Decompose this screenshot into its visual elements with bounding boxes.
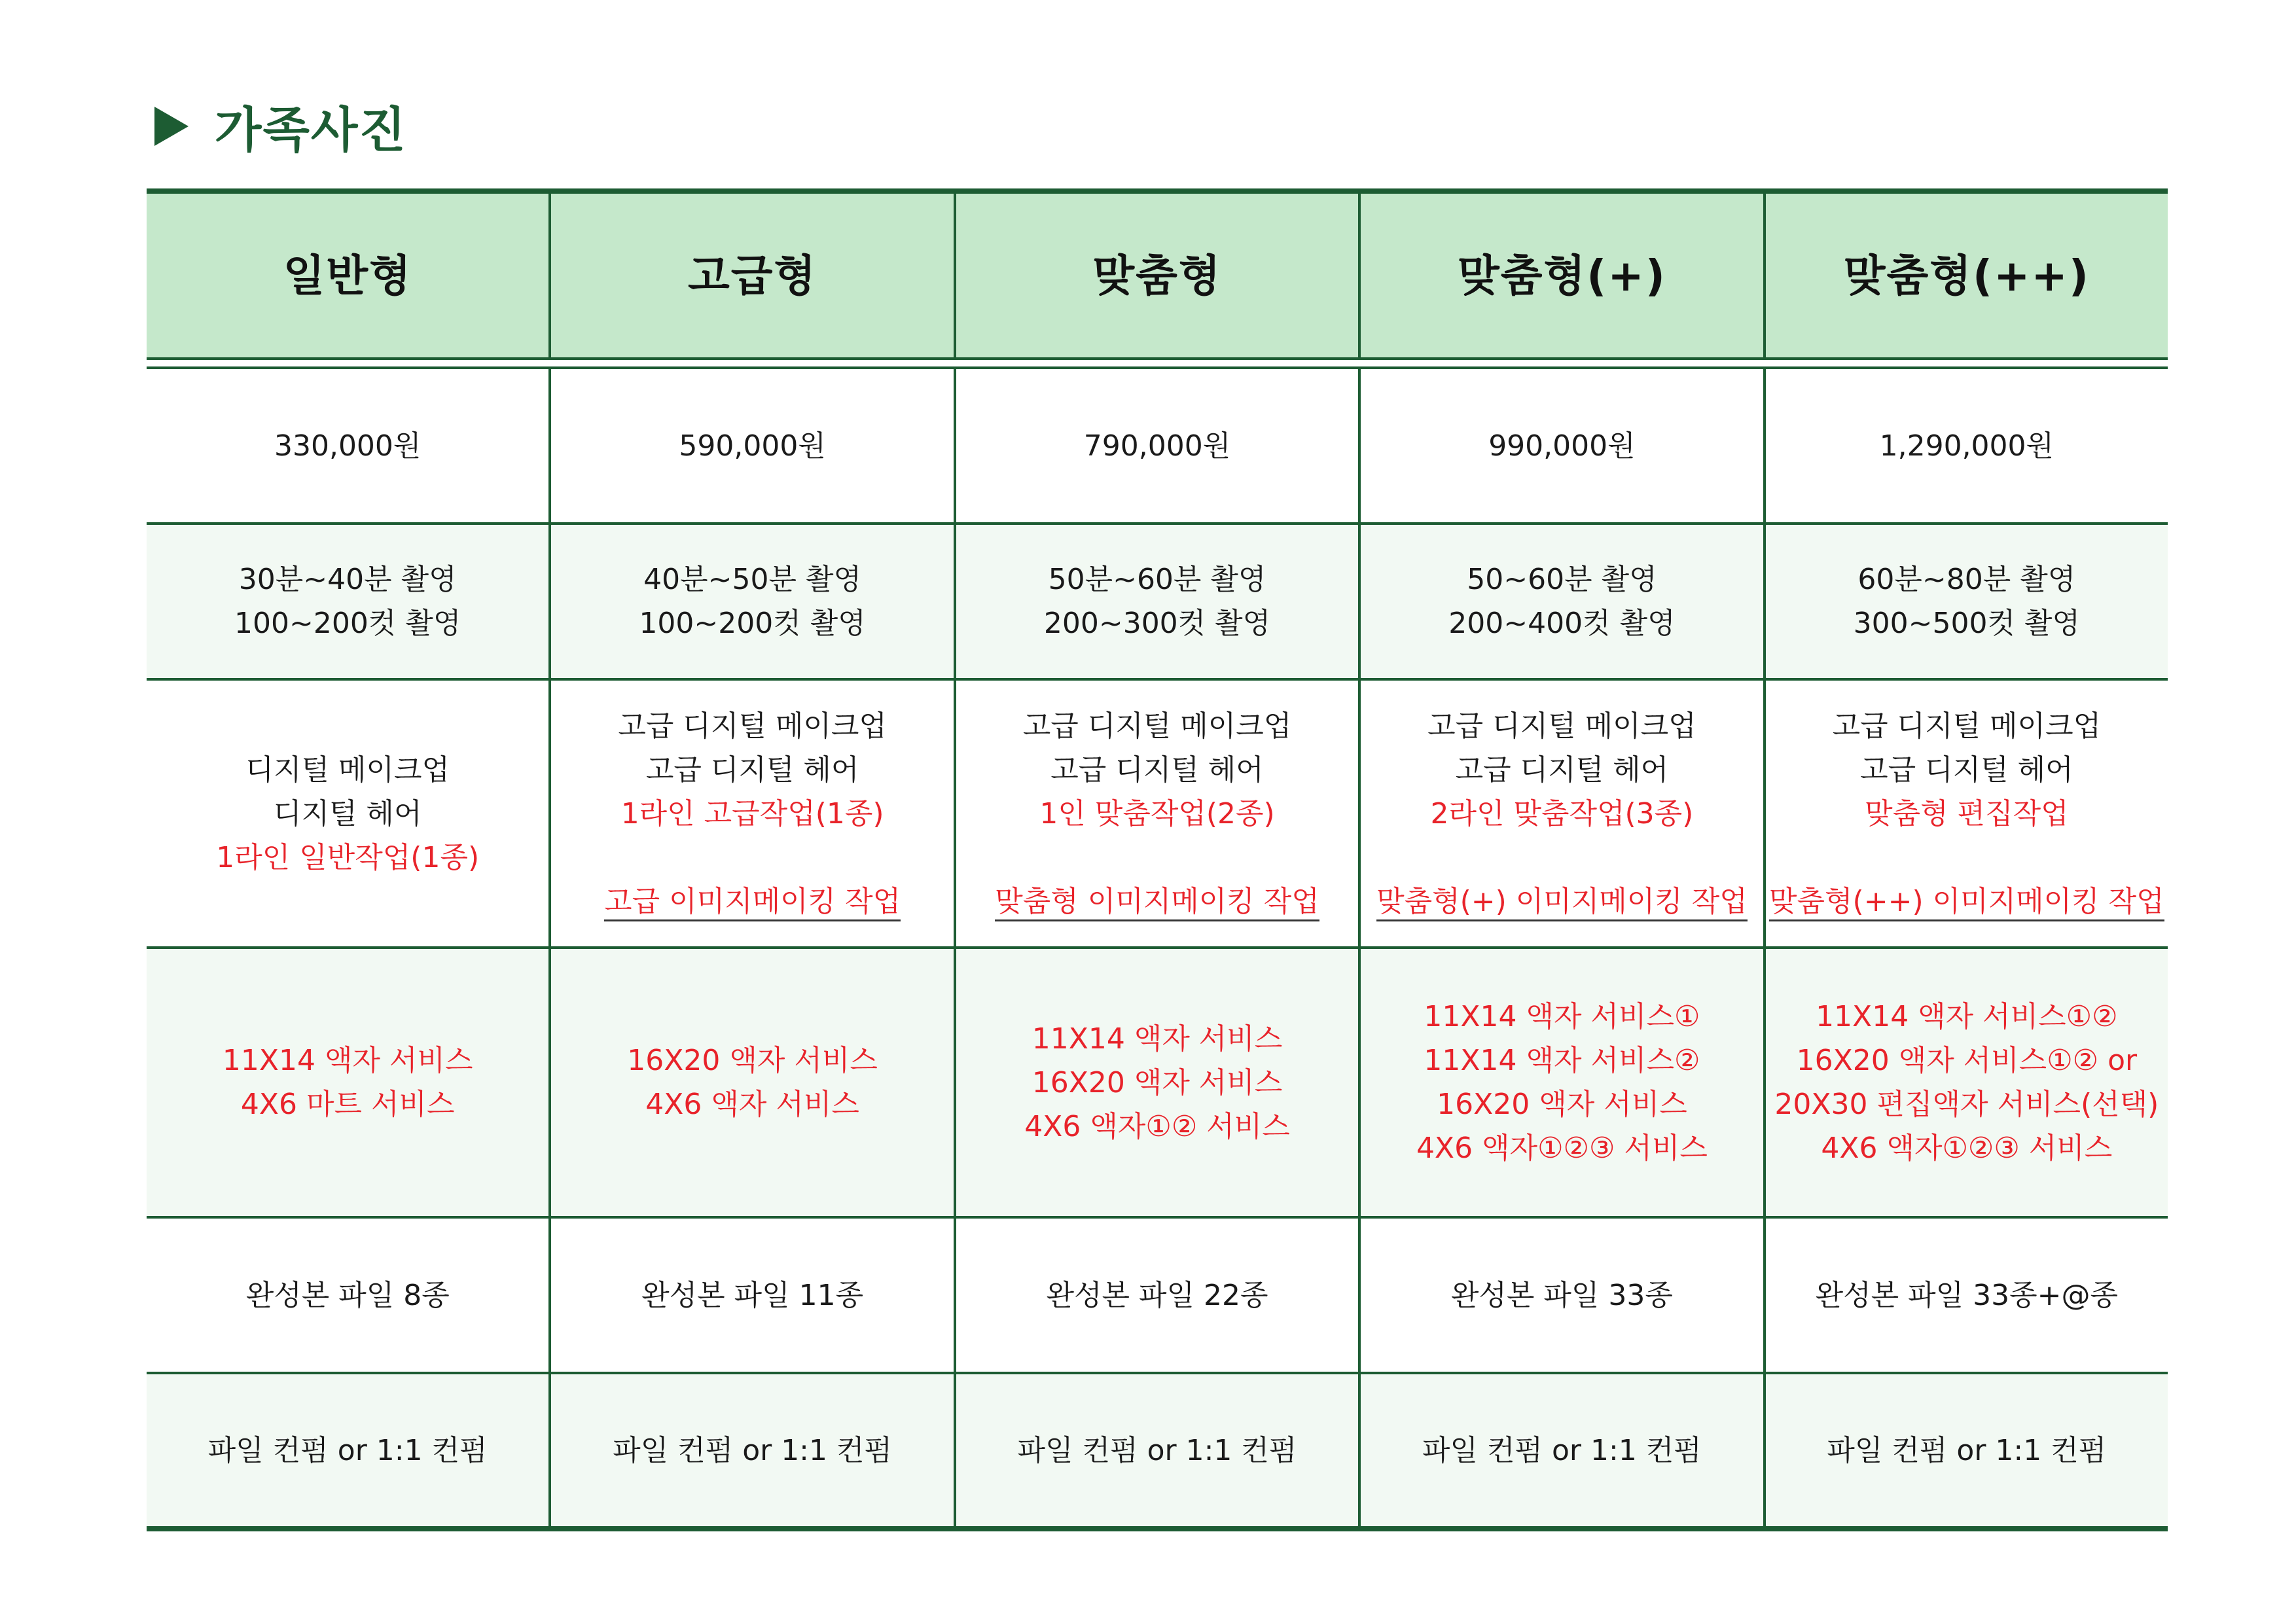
confirm-cell: 파일 컨펌 or 1:1 컨펌	[1827, 1433, 2107, 1467]
header-cell-premium: 고급형	[551, 194, 956, 357]
price-cell: 330,000원	[147, 369, 551, 522]
retouch-highlight: 맞춤형 편집작업	[1865, 796, 2069, 830]
hair-line: 고급 디지털 헤어	[1050, 753, 1264, 787]
shooting-cell	[1766, 525, 2168, 678]
frame-cell	[147, 949, 551, 1216]
makeup-row	[147, 681, 2168, 949]
hair-line: 고급 디지털 헤어	[1455, 753, 1669, 787]
shooting-count: 200~400컷 촬영	[1448, 607, 1676, 640]
shooting-row	[147, 525, 2168, 681]
frame-line: 11X14 액자 서비스①	[1424, 1000, 1700, 1033]
frame-line: 4X6 액자①②③ 서비스	[1416, 1132, 1708, 1165]
shooting-duration: 60분~80분 촬영	[1857, 563, 2076, 596]
makeup-line: 고급 디지털 메이크업	[618, 709, 887, 743]
shooting-count: 100~200컷 촬영	[639, 607, 866, 640]
shooting-duration: 50분~60분 촬영	[1048, 563, 1266, 596]
frame-line: 11X14 액자 서비스①②	[1816, 1000, 2118, 1033]
shooting-cell	[956, 525, 1361, 678]
final-files-cell: 완성본 파일 8종	[147, 1219, 551, 1372]
frame-line: 11X14 액자 서비스	[222, 1044, 473, 1077]
price-row	[147, 369, 2168, 525]
frame-line: 4X6 액자 서비스	[645, 1088, 859, 1121]
shooting-count: 100~200컷 촬영	[234, 607, 461, 640]
final-files-cell: 완성본 파일 33종	[1361, 1219, 1765, 1372]
frame-line: 4X6 액자①② 서비스	[1024, 1109, 1290, 1143]
frame-cell	[1361, 949, 1765, 1216]
confirm-cell: 파일 컨펌 or 1:1 컨펌	[1361, 1374, 1765, 1526]
header-double-rule	[147, 360, 2168, 369]
final-files-cell: 완성본 파일 22종	[956, 1219, 1361, 1372]
shooting-cell	[147, 525, 551, 678]
image-making-underlined: 맞춤형(++) 이미지메이킹 작업	[1769, 885, 2164, 921]
price-cell: 1,290,000원	[1879, 429, 2054, 463]
price-cell: 590,000원	[551, 369, 956, 522]
makeup-line: 고급 디지털 메이크업	[1427, 709, 1696, 743]
frame-line: 20X30 편집액자 서비스(선택)	[1774, 1088, 2159, 1121]
retouch-highlight: 1인 맞춤작업(2종)	[1039, 796, 1275, 830]
image-making-underlined: 고급 이미지메이킹 작업	[604, 885, 901, 921]
header-cell-custom-plus-plus: 맞춤형(++)	[1843, 250, 2090, 301]
retouch-highlight: 2라인 맞춤작업(3종)	[1430, 796, 1694, 830]
shooting-cell	[1361, 525, 1765, 678]
frame-cell	[1766, 949, 2168, 1216]
section-title	[154, 90, 407, 162]
frame-line: 16X20 액자 서비스①② or	[1796, 1044, 2138, 1077]
makeup-cell	[147, 681, 551, 946]
retouch-highlight: 1라인 일반작업(1종)	[216, 840, 480, 874]
makeup-line: 고급 디지털 메이크업	[1832, 709, 2102, 743]
table-header-row	[147, 194, 2168, 360]
makeup-cell	[1361, 681, 1765, 946]
frame-line: 11X14 액자 서비스②	[1424, 1044, 1700, 1077]
table-top-rule	[147, 188, 2168, 194]
frame-line: 16X20 액자 서비스	[1437, 1088, 1687, 1121]
frame-line: 16X20 액자 서비스	[1031, 1065, 1283, 1099]
shooting-duration: 50~60분 촬영	[1467, 563, 1657, 596]
image-making-underlined: 맞춤형 이미지메이킹 작업	[995, 885, 1319, 921]
confirm-row	[147, 1374, 2168, 1531]
header-cell-custom-plus: 맞춤형(+)	[1361, 194, 1765, 357]
frame-line: 4X6 액자①②③ 서비스	[1821, 1132, 2113, 1165]
play-arrow-icon	[154, 107, 188, 146]
image-making-underlined: 맞춤형(+) 이미지메이킹 작업	[1376, 885, 1748, 921]
final-files-cell: 완성본 파일 33종+@종	[1815, 1278, 2118, 1312]
price-cell: 790,000원	[956, 369, 1361, 522]
confirm-cell: 파일 컨펌 or 1:1 컨펌	[551, 1374, 956, 1526]
hair-line: 디지털 헤어	[273, 796, 422, 830]
shooting-duration: 40분~50분 촬영	[643, 563, 862, 596]
price-table	[147, 188, 2168, 1531]
header-cell-custom: 맞춤형	[956, 194, 1361, 357]
shooting-count: 200~300컷 촬영	[1043, 607, 1271, 640]
makeup-cell	[956, 681, 1361, 946]
retouch-highlight: 1라인 고급작업(1종)	[620, 796, 884, 830]
section-title-text: 가족사진	[215, 102, 407, 158]
header-cell-basic: 일반형	[147, 194, 551, 357]
confirm-cell: 파일 컨펌 or 1:1 컨펌	[956, 1374, 1361, 1526]
final-files-cell: 완성본 파일 11종	[551, 1219, 956, 1372]
final-files-row	[147, 1219, 2168, 1374]
shooting-duration: 30분~40분 촬영	[238, 563, 457, 596]
price-cell: 990,000원	[1361, 369, 1765, 522]
hair-line: 고급 디지털 헤어	[1860, 753, 2073, 787]
confirm-cell: 파일 컨펌 or 1:1 컨펌	[147, 1374, 551, 1526]
frame-line: 4X6 마트 서비스	[240, 1088, 455, 1121]
frame-cell	[551, 949, 956, 1216]
hair-line: 고급 디지털 헤어	[645, 753, 859, 787]
frame-line: 16X20 액자 서비스	[627, 1044, 878, 1077]
shooting-count: 300~500컷 촬영	[1853, 607, 2080, 640]
frame-service-row	[147, 949, 2168, 1219]
shooting-cell	[551, 525, 956, 678]
frame-line: 11X14 액자 서비스	[1031, 1022, 1283, 1056]
frame-cell	[956, 949, 1361, 1216]
makeup-line: 고급 디지털 메이크업	[1022, 709, 1292, 743]
makeup-cell	[551, 681, 956, 946]
makeup-line: 디지털 메이크업	[245, 753, 450, 787]
makeup-cell	[1766, 681, 2168, 946]
